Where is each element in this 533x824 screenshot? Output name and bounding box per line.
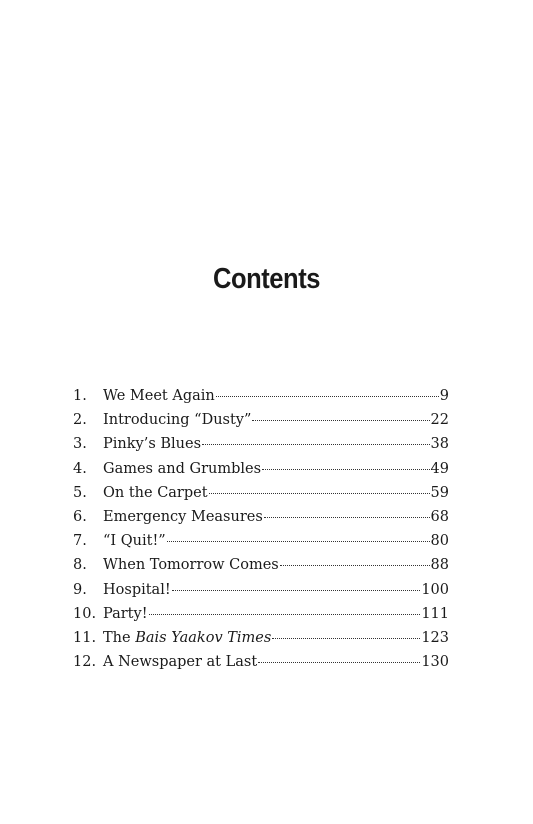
entry-title: We Meet Again	[103, 388, 215, 404]
entry-number: 6.	[73, 508, 87, 525]
entry-title	[103, 626, 271, 650]
dot-leader	[264, 517, 430, 518]
entry-number: 3.	[73, 436, 87, 453]
entry-page-number: 111	[421, 605, 449, 622]
entry-page-number: 100	[421, 581, 449, 598]
dot-leader	[262, 469, 430, 470]
entry-title-prefix: The	[103, 629, 136, 646]
entry-page-number: 38	[430, 436, 449, 453]
entry-number: 7.	[73, 533, 87, 550]
dot-leader	[258, 662, 420, 663]
entry-number: 8.	[73, 557, 87, 574]
entry-title: When Tomorrow Comes	[103, 557, 279, 574]
entry-page-number: 88	[430, 557, 449, 574]
toc-entry[interactable]	[73, 505, 449, 529]
dot-leader	[167, 541, 430, 542]
entry-number: 4.	[73, 460, 87, 477]
entry-page-number: 49	[430, 460, 449, 477]
entry-title: A Newspaper at Last	[103, 654, 258, 671]
entry-title: Party!	[103, 605, 148, 622]
entry-title: Games and Grumbles	[103, 460, 262, 477]
entry-page-number: 22	[430, 412, 449, 429]
entry-title: Pinky’s Blues	[103, 436, 202, 453]
dot-leader	[252, 420, 429, 421]
entry-title-italic: Bais Yaakov Times	[135, 629, 272, 646]
entry-page-number: 68	[430, 508, 449, 525]
toc-entry[interactable]	[73, 384, 449, 408]
contents-title: Contents	[212, 263, 321, 295]
toc-entry[interactable]	[73, 408, 449, 432]
entry-number: 12.	[73, 654, 97, 671]
entry-title: “I Quit!”	[103, 533, 166, 550]
entry-page-number: 123	[421, 629, 449, 646]
dot-leader	[216, 396, 439, 397]
entry-number: 9.	[73, 581, 87, 598]
toc-entry[interactable]	[73, 602, 449, 626]
dot-leader	[209, 493, 430, 494]
toc-entry[interactable]	[73, 578, 449, 602]
dot-leader	[202, 444, 430, 445]
entry-page-number: 130	[421, 654, 449, 671]
entry-number: 11.	[73, 629, 97, 646]
dot-leader	[280, 565, 430, 566]
entry-number: 2.	[73, 412, 87, 429]
entry-page-number: 59	[430, 484, 449, 501]
toc-entry[interactable]	[73, 432, 449, 456]
toc-entry[interactable]	[73, 529, 449, 553]
toc-entry[interactable]	[73, 650, 449, 674]
table-of-contents	[73, 384, 449, 674]
dot-leader	[272, 638, 420, 639]
toc-entry[interactable]	[73, 457, 449, 481]
entry-number: 10.	[73, 605, 97, 622]
entry-title: Hospital!	[103, 581, 171, 598]
entry-title: Introducing “Dusty”	[103, 412, 252, 429]
entry-title: On the Carpet	[103, 484, 208, 501]
entry-page-number: 9	[439, 388, 449, 404]
entry-number: 1.	[73, 388, 87, 404]
toc-entry[interactable]	[73, 626, 449, 650]
entry-title: Emergency Measures	[103, 508, 263, 525]
dot-leader	[149, 614, 421, 615]
entry-page-number: 80	[430, 533, 449, 550]
entry-number: 5.	[73, 484, 87, 501]
dot-leader	[172, 590, 421, 591]
toc-entry[interactable]	[73, 553, 449, 577]
toc-entry[interactable]	[73, 481, 449, 505]
